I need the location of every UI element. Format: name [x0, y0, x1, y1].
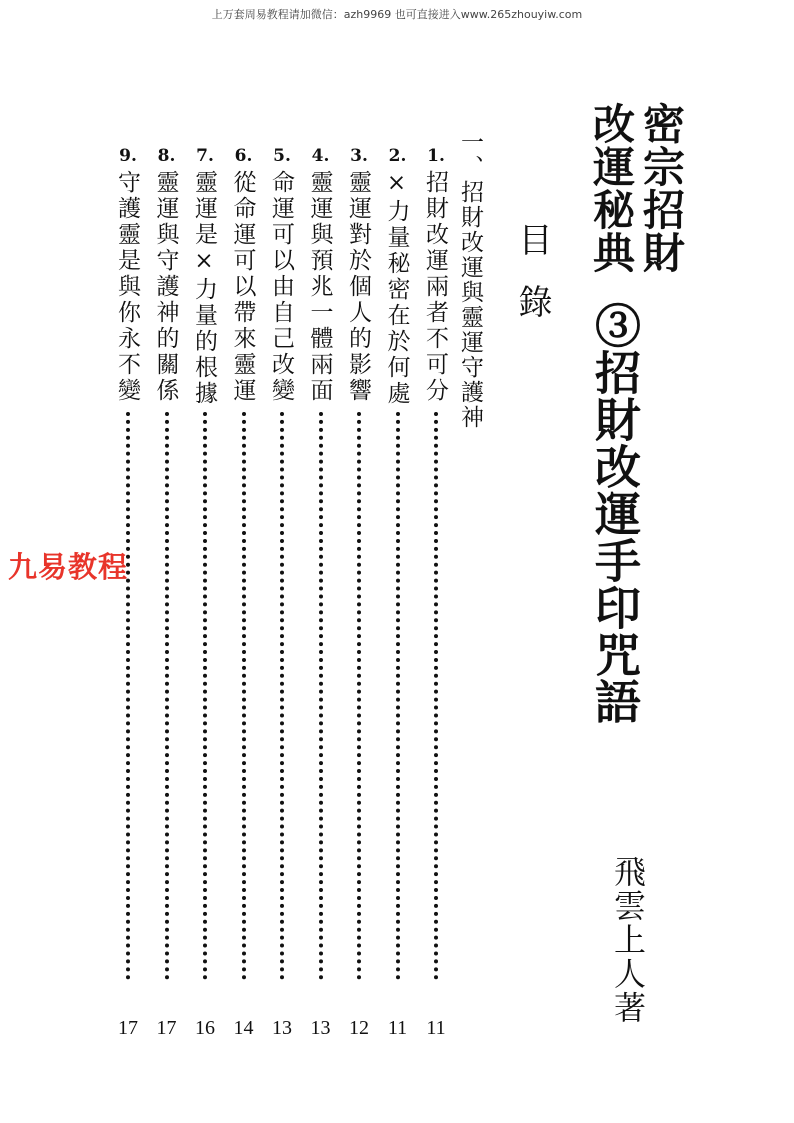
toc-entry-leader-dots: [126, 412, 130, 980]
toc-entry: [383, 148, 413, 1038]
toc-entry-number: 1.: [427, 146, 445, 166]
toc-entry-number: 3.: [350, 146, 368, 166]
toc-entry-title: ×力量秘密在於何處: [383, 170, 410, 407]
watermark-text: 九易教程: [8, 550, 129, 584]
toc-entry-leader-dots: [165, 412, 169, 980]
toc-entry: [267, 148, 297, 1038]
toc-entry: [190, 148, 220, 1038]
book-title-line1: 密宗招財: [637, 102, 686, 274]
toc-entry-title: 靈運是×力量的根據: [191, 170, 217, 407]
toc-entry: [152, 148, 182, 1038]
toc-entry-number: 8.: [157, 146, 176, 166]
toc-entry: [229, 148, 259, 1038]
toc-entry-page: 14: [233, 1017, 254, 1039]
toc-entry-title: 命運可以由自己改變: [268, 170, 294, 404]
toc-section-title: 一、招財改運與靈運守護神: [457, 130, 483, 430]
toc-entry-title: 靈運與預兆一體兩面: [306, 170, 333, 404]
toc-entry: [421, 148, 451, 1038]
toc-entry-leader-dots: [396, 412, 400, 980]
toc-entry-title: 靈運對於個人的影響: [345, 170, 371, 404]
toc-entry: [113, 148, 143, 1038]
toc-entry-leader-dots: [242, 412, 246, 980]
toc-entry-title: 招財改運兩者不可分: [422, 170, 448, 404]
toc-entry-page: 11: [426, 1017, 446, 1039]
toc-entry-number: 2.: [388, 146, 407, 166]
header-notice: 上万套周易教程请加微信：azh9969 也可直接进入www.265zhouyiw.com: [211, 8, 583, 21]
toc-entry-page: 17: [118, 1017, 138, 1039]
toc-entry: [344, 148, 374, 1038]
toc-entry-number: 4.: [311, 146, 330, 166]
toc-entry-leader-dots: [203, 412, 207, 980]
toc-entry-page: 12: [349, 1017, 369, 1039]
toc-entry-number: 7.: [196, 146, 214, 166]
toc-entry-title: 靈運與守護神的關係: [152, 170, 179, 404]
toc-entry-number: 6.: [234, 146, 253, 166]
toc-entry-page: 13: [310, 1017, 331, 1039]
toc-entry: [306, 148, 336, 1038]
toc-heading: 目錄: [512, 222, 552, 346]
author-credit: 飛雲上人著: [609, 855, 647, 1025]
toc-entry-leader-dots: [319, 412, 323, 980]
toc-entry-leader-dots: [280, 412, 284, 980]
toc-entry-page: 13: [272, 1017, 292, 1039]
toc-entry-title: 守護靈是與你永不變: [114, 170, 140, 404]
toc-entry-page: 16: [195, 1017, 215, 1039]
toc-entry-page: 11: [387, 1017, 408, 1039]
toc-entry-leader-dots: [434, 412, 438, 980]
book-title-line2: 改運秘典: [587, 102, 636, 274]
book-subtitle: ③招財改運手印咒語: [588, 302, 642, 725]
toc-entry-leader-dots: [357, 412, 361, 980]
toc-entry-title: 從命運可以帶來靈運: [229, 170, 256, 404]
toc-entry-number: 9.: [119, 146, 137, 166]
toc-entry-number: 5.: [273, 146, 291, 166]
toc-entry-page: 17: [156, 1017, 177, 1039]
